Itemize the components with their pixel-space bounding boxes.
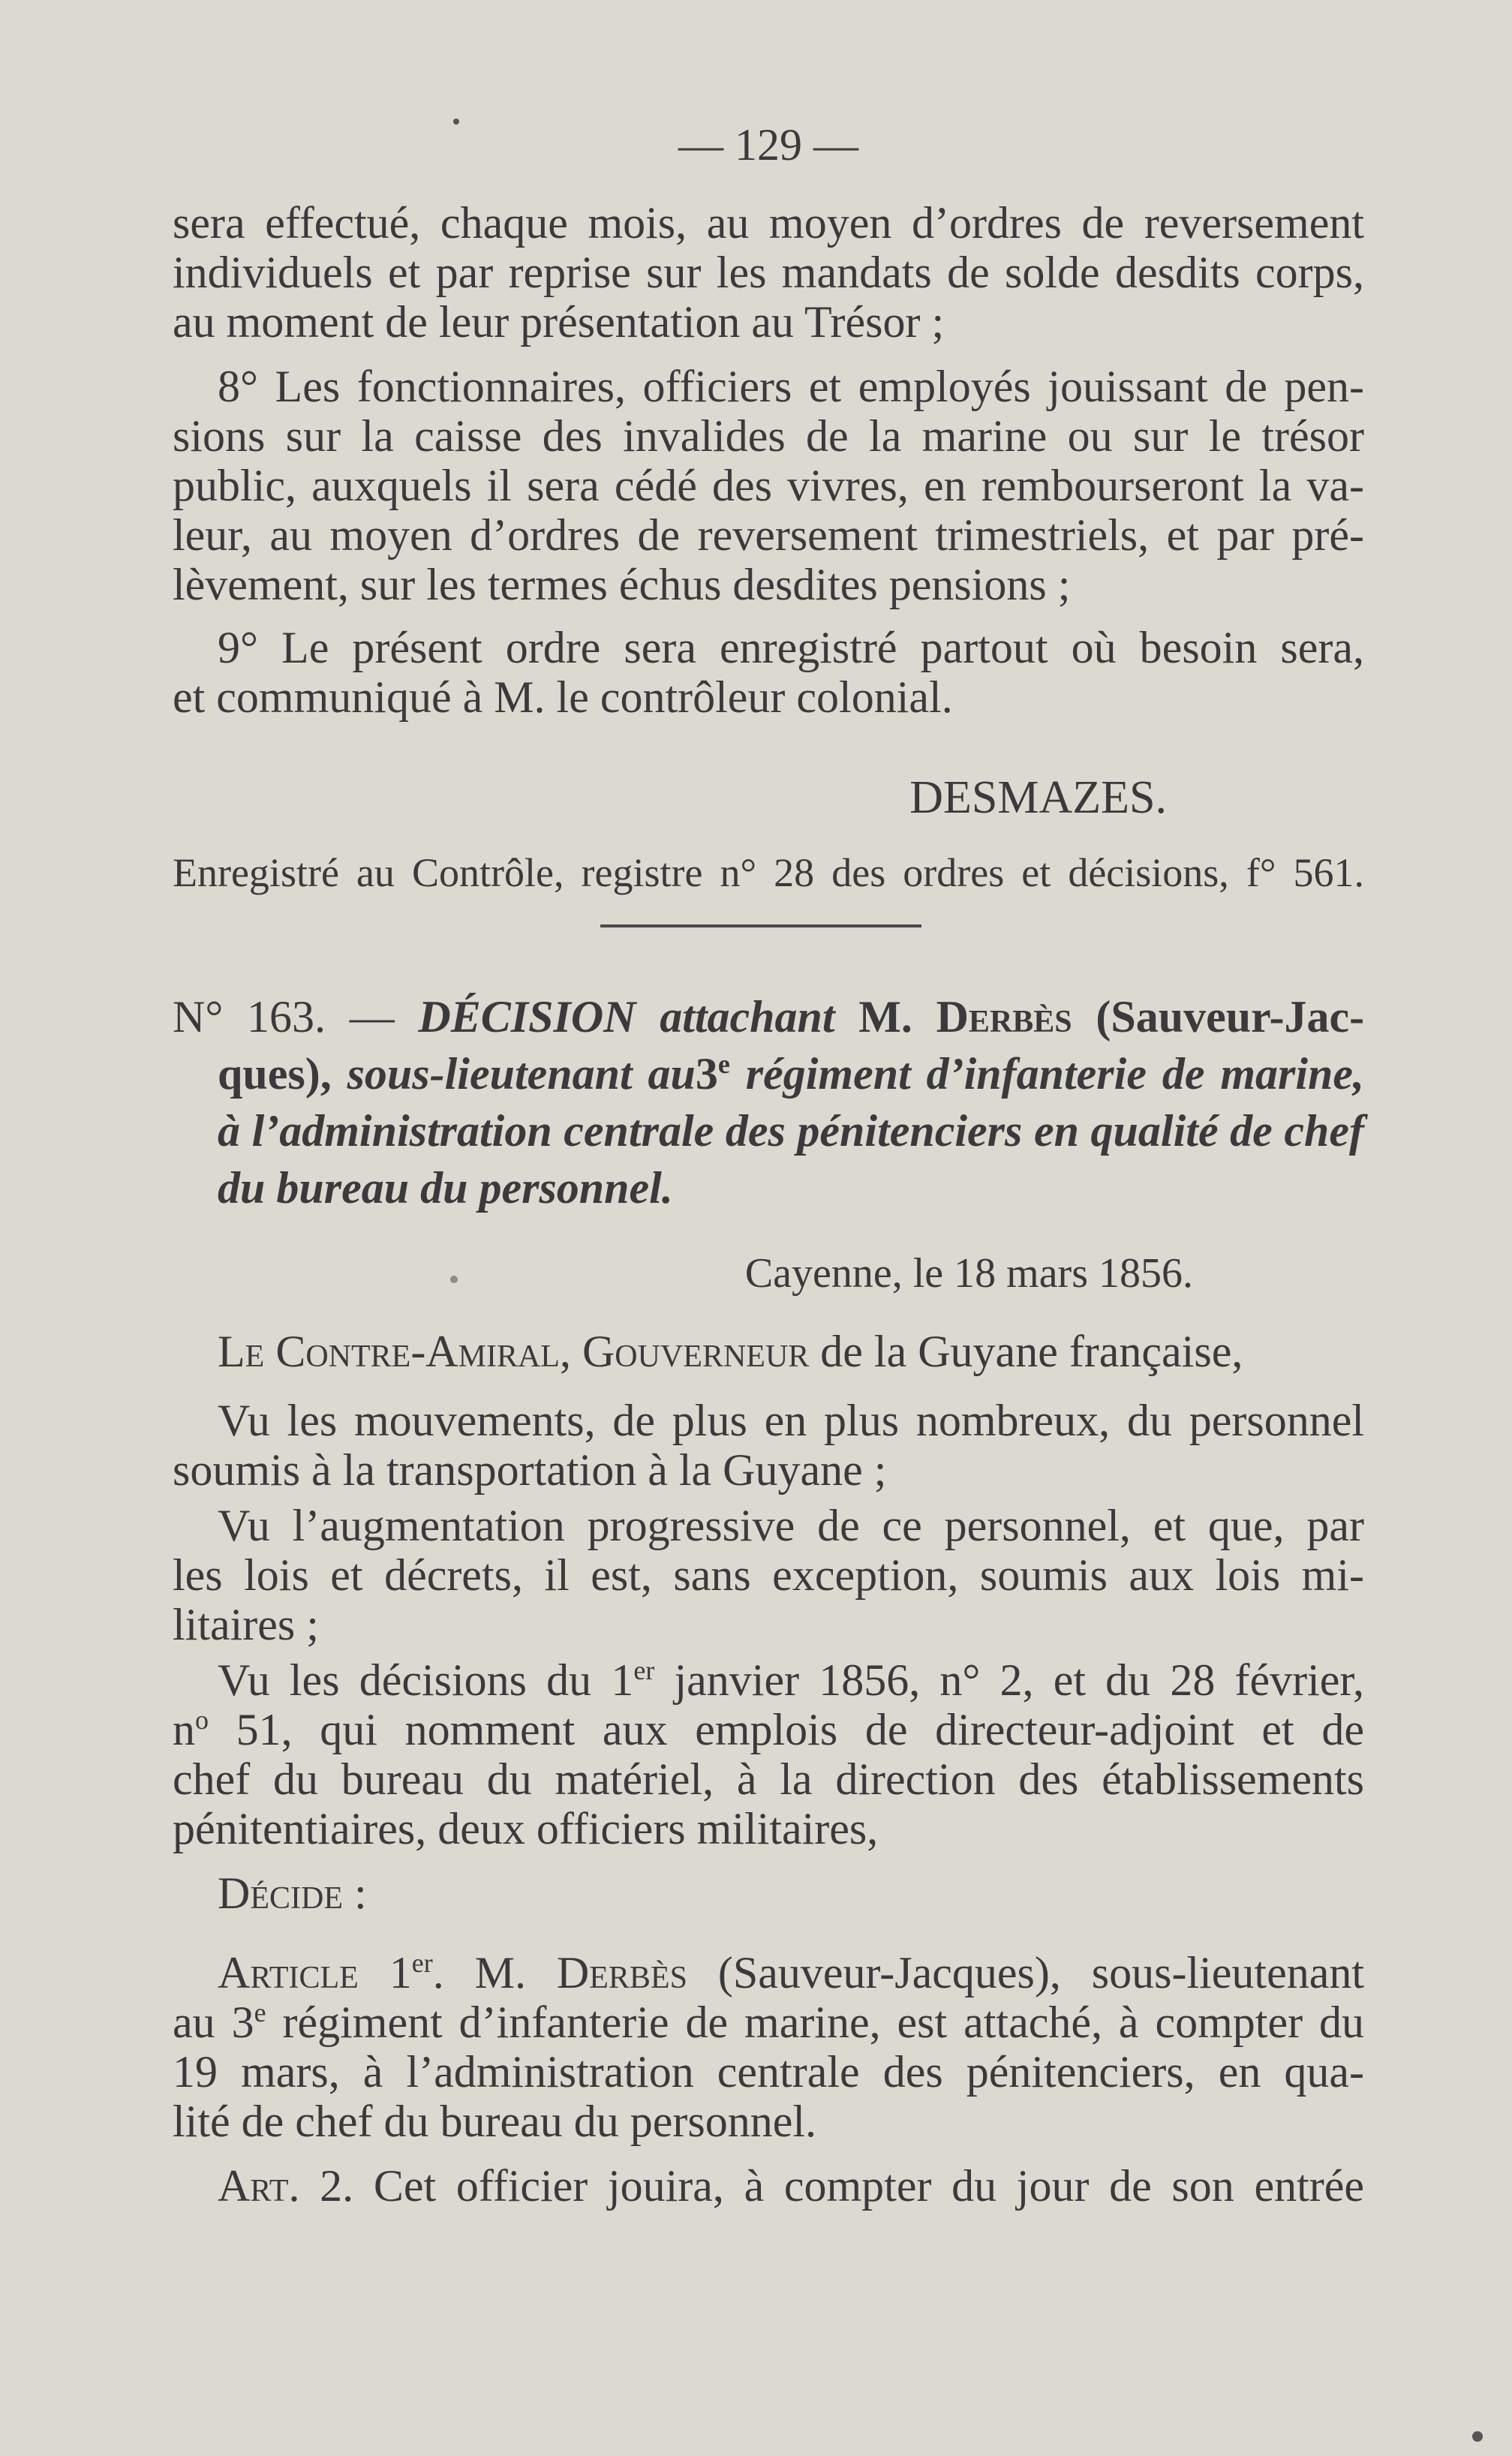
decision-heading-line-3: à l’administration centrale des pénitenciers en qualité de chef <box>218 1106 1364 1156</box>
person-name: Derbès <box>556 1948 687 1998</box>
preamble-text: Le <box>218 1327 265 1376</box>
text-fragment: 1 <box>389 1948 412 1998</box>
superscript: e <box>717 1049 730 1079</box>
text-fragment: 2. Cet officier jouira, à compter du jour de son entrée <box>320 2161 1364 2211</box>
registration-note: Enregistré au Contrôle, registre n° 28 des ordres et décisions, f° 561. <box>173 850 1364 895</box>
article-2-line-1 <box>218 2161 1364 2211</box>
page-number: — 129 — <box>678 120 858 170</box>
text-line: individuels et par reprise sur les mandats de solde desdits corps, <box>173 248 1364 297</box>
text-fragment: . M. <box>432 1948 526 1998</box>
text-line: sera effectué, chaque mois, au moyen d’ordres de reversement <box>173 198 1364 248</box>
text-fragment: n <box>173 1705 195 1754</box>
heading-text: régiment d’infanterie de marine, <box>745 1049 1365 1099</box>
heading-text: ques), <box>218 1049 332 1099</box>
superscript: o <box>195 1705 209 1735</box>
heading-text: sous-lieutenant au <box>347 1049 696 1099</box>
text-line: les lois et décrets, il est, sans exception, soumis aux lois mi- <box>173 1550 1364 1600</box>
article-label: Article <box>218 1948 359 1998</box>
superscript: e <box>254 1998 266 2028</box>
signature: DESMAZES. <box>909 772 1167 823</box>
decision-heading-line-1 <box>173 992 1364 1042</box>
text-line: et communiqué à M. le contrôleur colonial. <box>173 672 953 722</box>
text-line: litaires ; <box>173 1600 319 1649</box>
text-line <box>173 1705 1364 1754</box>
text-line: soumis à la transportation à la Guyane ; <box>173 1445 887 1495</box>
text-fragment: régiment d’infanterie de marine, est attaché, à compter du <box>266 1998 1364 2047</box>
text-line: 8° Les fonctionnaires, officiers et employés jouissant de pen- <box>218 362 1364 411</box>
text-fragment: Vu les décisions du 1 <box>218 1655 634 1705</box>
text-line: sions sur la caisse des invalides de la marine ou sur le trésor <box>173 411 1364 461</box>
text-line: Vu les mouvements, de plus en plus nombreux, du personnel <box>218 1396 1364 1445</box>
person-name: Derbès <box>936 992 1072 1042</box>
decision-heading-line-2 <box>218 1049 1364 1099</box>
text-line <box>173 1998 1364 2047</box>
text-line: au moment de leur présentation au Trésor ; <box>173 297 945 347</box>
scan-speck <box>453 119 459 125</box>
text-fragment: 51, qui nomment aux emplois de directeur-adjoint et de <box>209 1705 1364 1754</box>
text-line: public, auxquels il sera cédé des vivres, en rembourseront la va- <box>173 461 1364 510</box>
superscript: er <box>411 1948 433 1978</box>
preamble-text: Gouverneur <box>582 1327 810 1376</box>
text-line: lité de chef du bureau du personnel. <box>173 2097 817 2146</box>
heading-text: M. <box>858 992 912 1042</box>
text-fragment: au 3 <box>173 1998 254 2047</box>
text-fragment: (Sauveur-Jacques), sous-lieutenant <box>717 1948 1365 1998</box>
heading-text: 3 <box>695 1049 718 1099</box>
preamble-text: Contre-Amiral <box>275 1327 560 1376</box>
article-label: Art. <box>218 2161 300 2211</box>
text-line: 19 mars, à l’administration centrale des pénitenciers, en qua- <box>173 2047 1364 2097</box>
decision-number: N° 163. <box>173 992 326 1042</box>
text-line: chef du bureau du matériel, à la direction des établissements <box>173 1754 1364 1804</box>
text-line: lèvement, sur les termes échus desdites pensions ; <box>173 560 1071 609</box>
decision-title: DÉCISION <box>418 992 636 1042</box>
preamble: Le Contre-Amiral, Gouverneur de la Guyane française, <box>218 1327 1243 1376</box>
place-date: Cayenne, le 18 mars 1856. <box>744 1250 1193 1297</box>
superscript: er <box>633 1655 655 1685</box>
separator-rule <box>600 924 921 927</box>
text-line: 9° Le présent ordre sera enregistré partout où besoin sera, <box>218 623 1364 672</box>
scan-speck <box>1472 2431 1483 2442</box>
text-fragment: janvier 1856, n° 2, et du 28 février, <box>654 1655 1364 1705</box>
dash: — <box>349 992 395 1042</box>
heading-text: (Sauveur-Jac- <box>1096 992 1365 1042</box>
text-line: leur, au moyen d’ordres de reversement trimestriels, et par pré- <box>173 510 1364 560</box>
heading-text: attachant <box>660 992 835 1042</box>
preamble-text: de la Guyane française, <box>820 1327 1243 1376</box>
article-1-line-1 <box>218 1948 1364 1998</box>
text-line <box>218 1655 1364 1705</box>
text-line: Vu l’augmentation progressive de ce personnel, et que, par <box>218 1501 1364 1550</box>
text-line: pénitentiaires, deux officiers militaires, <box>173 1804 879 1853</box>
decide-label: Décide : <box>218 1868 367 1918</box>
scan-speck <box>450 1276 458 1283</box>
decision-heading-line-4: du bureau du personnel. <box>218 1163 673 1213</box>
